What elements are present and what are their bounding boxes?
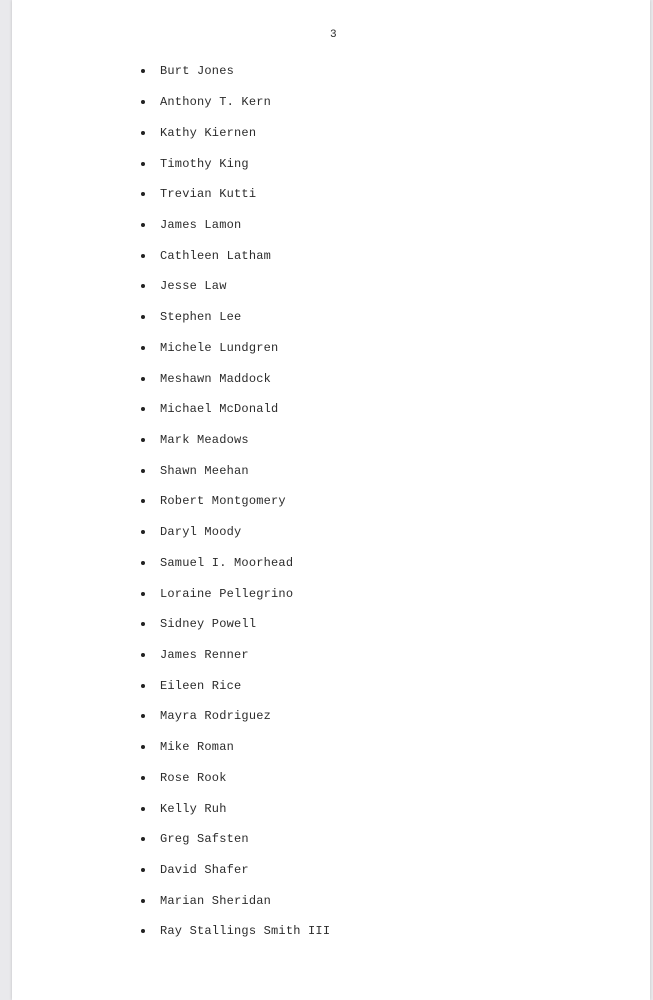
bullet-icon [141, 438, 145, 442]
list-item [139, 87, 330, 118]
list-item [139, 609, 330, 640]
list-item [139, 916, 330, 947]
list-item [139, 425, 330, 456]
bullet-icon [141, 592, 145, 596]
list-item [139, 670, 330, 701]
list-item [139, 56, 330, 87]
list-item [139, 302, 330, 333]
bullet-icon [141, 223, 145, 227]
list-item-name: James Renner [160, 648, 249, 663]
list-item [139, 763, 330, 794]
list-item-name: Anthony T. Kern [160, 95, 272, 110]
list-item-name: Mike Roman [160, 740, 235, 755]
list-item-name: Cathleen Latham [160, 248, 272, 263]
bullet-icon [141, 407, 145, 411]
list-item [139, 363, 330, 394]
list-item [139, 240, 330, 271]
list-item [139, 455, 330, 486]
list-item [139, 855, 330, 886]
list-item-name: Meshawn Maddock [160, 371, 272, 386]
list-item-name: Greg Safsten [160, 832, 249, 847]
list-item [139, 332, 330, 363]
list-item-name: Robert Montgomery [160, 494, 286, 509]
list-item-name: Samuel I. Moorhead [160, 555, 294, 570]
list-item [139, 271, 330, 302]
bullet-icon [141, 714, 145, 718]
list-item-name: Daryl Moody [160, 525, 242, 540]
bullet-icon [141, 284, 145, 288]
document-page [12, 0, 650, 1000]
list-item-name: James Lamon [160, 217, 242, 232]
name-list [139, 56, 330, 947]
bullet-icon [141, 561, 145, 565]
list-item-name: Stephen Lee [160, 310, 242, 325]
bullet-icon [141, 653, 145, 657]
list-item [139, 394, 330, 425]
bullet-icon [141, 100, 145, 104]
list-item-name: Mark Meadows [160, 432, 249, 447]
bullet-icon [141, 745, 145, 749]
bullet-icon [141, 254, 145, 258]
list-item-name: David Shafer [160, 863, 249, 878]
list-item [139, 117, 330, 148]
list-item-name: Kathy Kiernen [160, 125, 257, 140]
list-item-name: Rose Rook [160, 770, 227, 785]
list-item-name: Mayra Rodriguez [160, 709, 272, 724]
list-item [139, 578, 330, 609]
bullet-icon [141, 807, 145, 811]
bullet-icon [141, 530, 145, 534]
list-item [139, 824, 330, 855]
bullet-icon [141, 899, 145, 903]
bullet-icon [141, 776, 145, 780]
list-item [139, 701, 330, 732]
list-item-name: Timothy King [160, 156, 249, 171]
list-item [139, 548, 330, 579]
list-item-name: Kelly Ruh [160, 801, 227, 816]
list-item [139, 517, 330, 548]
bullet-icon [141, 837, 145, 841]
bullet-icon [141, 315, 145, 319]
list-item [139, 732, 330, 763]
list-item [139, 793, 330, 824]
list-item-name: Marian Sheridan [160, 893, 272, 908]
list-item-name: Sidney Powell [160, 617, 257, 632]
list-item-name: Burt Jones [160, 64, 235, 79]
list-item-name: Michele Lundgren [160, 340, 279, 355]
bullet-icon [141, 377, 145, 381]
bullet-icon [141, 131, 145, 135]
list-item [139, 486, 330, 517]
bullet-icon [141, 162, 145, 166]
list-item [139, 179, 330, 210]
list-item-name: Trevian Kutti [160, 187, 257, 202]
bullet-icon [141, 499, 145, 503]
bullet-icon [141, 192, 145, 196]
list-item-name: Loraine Pellegrino [160, 586, 294, 601]
list-item [139, 640, 330, 671]
bullet-icon [141, 622, 145, 626]
list-item [139, 148, 330, 179]
list-item-name: Ray Stallings Smith III [160, 924, 331, 939]
list-item [139, 885, 330, 916]
bullet-icon [141, 684, 145, 688]
bullet-icon [141, 929, 145, 933]
bullet-icon [141, 69, 145, 73]
list-item-name: Eileen Rice [160, 678, 242, 693]
list-item-name: Shawn Meehan [160, 463, 249, 478]
bullet-icon [141, 868, 145, 872]
list-item-name: Michael McDonald [160, 402, 279, 417]
page-number: 3 [330, 29, 337, 41]
list-item-name: Jesse Law [160, 279, 227, 294]
bullet-icon [141, 469, 145, 473]
list-item [139, 210, 330, 241]
bullet-icon [141, 346, 145, 350]
